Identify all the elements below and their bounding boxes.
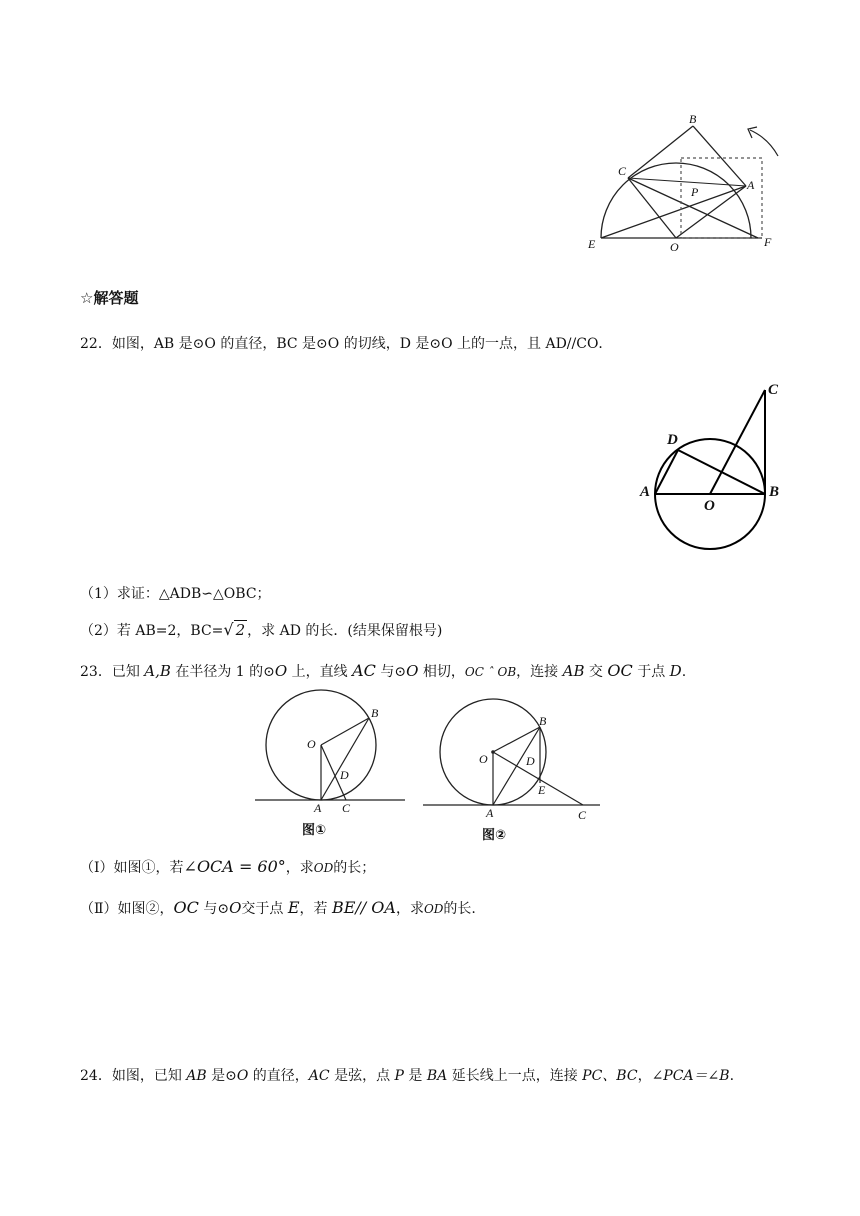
q23-p2-c: 与⊙ [198, 901, 230, 917]
q23-t15: 于点 [632, 664, 670, 680]
label-e: E [588, 237, 596, 251]
q23-p1-c: ，求 [285, 860, 314, 876]
q24-o: . [729, 1068, 735, 1084]
figure-q23-1-drawing [250, 700, 410, 840]
q22-part2 [80, 620, 442, 640]
q23-part1 [80, 857, 375, 877]
q23-p2-g: ，若 [299, 901, 332, 917]
label-a: A [640, 484, 651, 500]
label-e: E [538, 783, 546, 797]
figure-q21 [580, 108, 790, 258]
q24-n: ∠PCA＝∠B [651, 1068, 730, 1084]
q23-p1-a: （Ⅰ）如图①，若 [80, 860, 184, 876]
label-o: O [704, 498, 715, 514]
q23-t6: AC [352, 661, 376, 680]
q22-part1: （1）求证：△ADB∽△OBC； [80, 586, 271, 602]
q22-text: 22．如图，AB 是⊙O 的直径，BC 是⊙O 的切线，D 是⊙O 上的一点，且 AD//CO． [80, 336, 613, 352]
q23-p1-b: ∠OCA = 60° [183, 857, 286, 876]
label-a: A [486, 806, 494, 820]
q23-t12: AB [562, 662, 585, 680]
q23-t13: 交 [584, 664, 608, 680]
sqrt-symbol: √ [223, 620, 234, 639]
label-b: B [539, 714, 547, 728]
q23-p2-j: OD [423, 902, 444, 916]
q24-c: 是⊙ [206, 1068, 237, 1084]
q23-p2-f: E [287, 898, 300, 917]
caption: 图② [482, 828, 507, 843]
q23-t11: ，连接 [516, 664, 563, 680]
label-d: D [526, 754, 535, 768]
label-c: C [618, 164, 627, 178]
figure-q22 [636, 380, 786, 555]
label-b: B [371, 706, 379, 720]
q23-text [80, 661, 686, 681]
q24-j: BA [426, 1068, 448, 1084]
q23-part2 [80, 898, 476, 918]
q23-p2-b: OC [173, 898, 199, 917]
label-c: C [768, 382, 779, 398]
q23-t17: . [681, 664, 687, 680]
q23-t16: D [669, 662, 682, 680]
q23-p2-h: BE// OA [331, 898, 396, 917]
label-d: D [667, 432, 678, 448]
q24-g: 是弦，点 [329, 1068, 395, 1084]
label-f: F [764, 235, 772, 249]
figure-q23-1 [250, 700, 410, 840]
q24-l: PC、BC [582, 1068, 638, 1084]
q23-t1: 23．已知 [80, 664, 145, 680]
label-a: A [747, 178, 755, 192]
label-b: B [769, 484, 780, 500]
label-o: O [307, 737, 316, 751]
section-title: ☆解答题 [80, 289, 139, 307]
label-c: C [342, 801, 351, 815]
label-b: B [689, 112, 697, 126]
caption: 图① [302, 823, 327, 838]
q24-b: AB [186, 1068, 207, 1084]
q23-p1-d: OD [313, 861, 334, 875]
q24-m: ， [637, 1068, 652, 1084]
q24-d: O [236, 1068, 249, 1084]
q22-part2-post: ，求 AD 的长．(结果保留根号) [247, 623, 443, 639]
q23-p2-i: ，求 [395, 901, 424, 917]
label-o: O [670, 240, 679, 254]
q23-p1-e: 的长； [333, 860, 376, 876]
q23-t8: O [406, 662, 419, 680]
figure-q23-2 [420, 700, 605, 845]
q23-t10: OC ˆ OB [464, 665, 517, 679]
q23-p2-k: 的长. [443, 901, 476, 917]
q24-h: P [394, 1068, 404, 1084]
q24-text [80, 1065, 734, 1085]
label-c: C [578, 808, 587, 822]
q24-a: 24．如图，已知 [80, 1068, 187, 1084]
q23-p2-e: 交于点 [241, 901, 288, 917]
figure-q21-drawing [580, 108, 790, 258]
figure-q22-drawing [636, 380, 786, 555]
q22-part2-pre: （2）若 AB=2，BC= [80, 623, 224, 639]
q23-p2-d: O [229, 899, 242, 917]
q24-f: AC [308, 1068, 330, 1084]
q23-t14: OC [607, 661, 633, 680]
label-p: P [691, 185, 699, 199]
q23-t7: 与⊙ [375, 664, 407, 680]
q23-t4: O [274, 662, 288, 680]
label-d: D [340, 768, 349, 782]
sqrt-radicand: 2 [235, 621, 246, 639]
q24-k: 延长线上一点，连接 [447, 1068, 583, 1084]
q23-t2: A,B [144, 662, 171, 680]
q24-e: 的直径， [248, 1068, 309, 1084]
label-o: O [479, 752, 488, 766]
q23-t3: 在半径为 1 的⊙ [170, 664, 275, 680]
q24-i: 是 [403, 1068, 427, 1084]
q23-p2-a: （Ⅱ）如图②， [80, 901, 174, 917]
label-a: A [314, 801, 322, 815]
figure-q23-2-drawing [420, 700, 605, 845]
q23-t9: 相切， [418, 664, 465, 680]
q23-t5: 上，直线 [287, 664, 353, 680]
